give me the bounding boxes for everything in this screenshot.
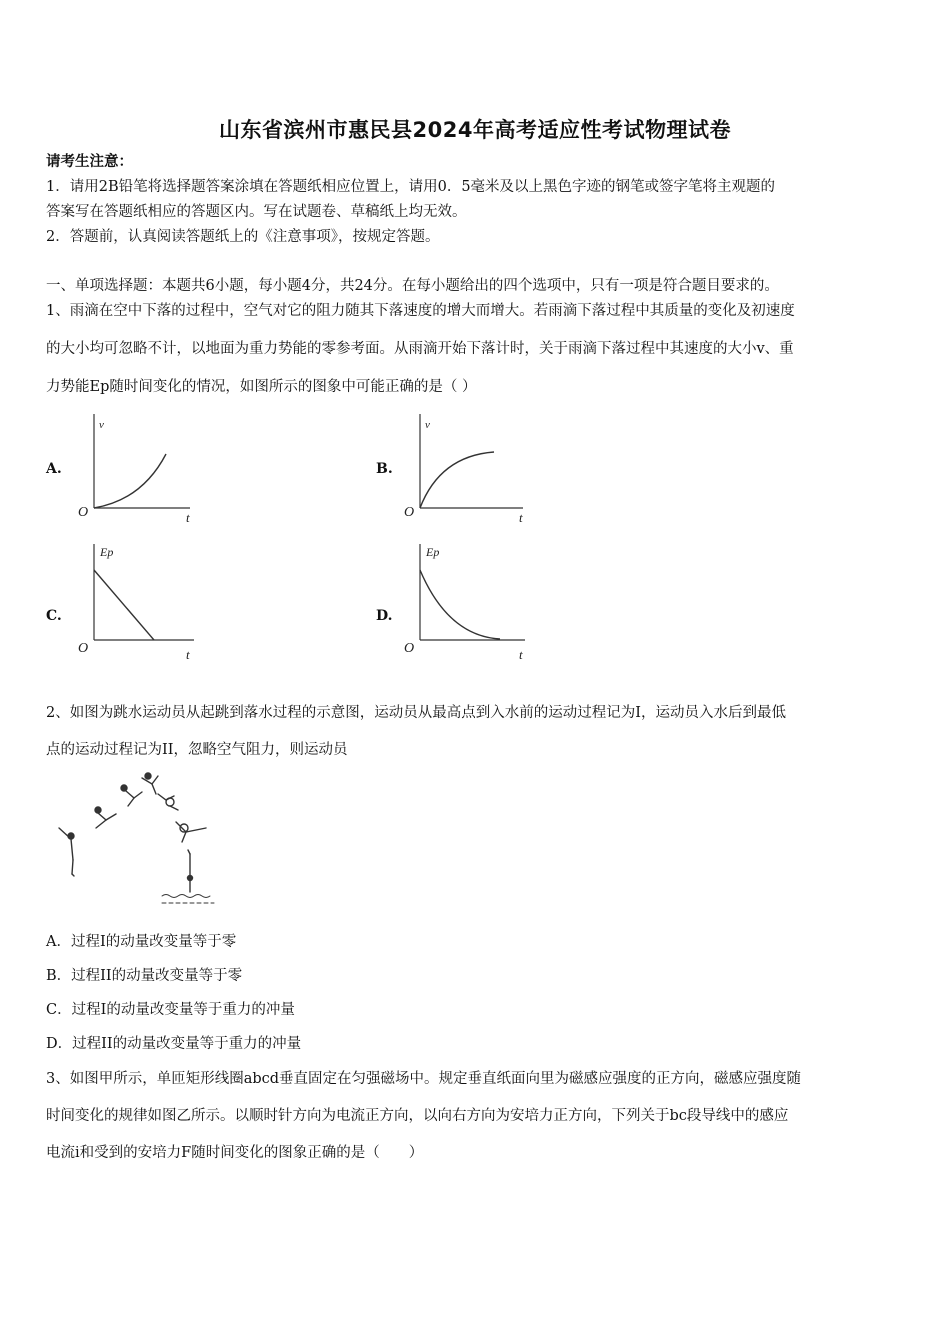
origin-label: O <box>78 505 89 520</box>
diver-illustration <box>46 770 221 915</box>
q1-line-2: 的大小均可忽略不计，以地面为重力势能的零参考面。从雨滴开始下落计时，关于雨滴下落过程中其速度的大小v、重 <box>46 341 794 357</box>
q2-option-c: C．过程I的动量改变量等于重力的冲量 <box>46 1002 295 1018</box>
q2-option-a: A．过程I的动量改变量等于零 <box>46 934 237 950</box>
notice-line-1: 1．请用2B铅笔将选择题答案涂填在答题纸相应位置上，请用0．5毫米及以上黑色字迹的钢笔或签字笔将主观题的 <box>46 179 776 195</box>
notice-line-2: 答案写在答题纸相应的答题区内。写在试题卷、草稿纸上均无效。 <box>46 204 467 220</box>
q1-option-a-graph <box>72 408 202 528</box>
q1-option-b-graph <box>398 408 533 528</box>
v-curve-concave-down <box>420 452 494 508</box>
x-axis-label: t <box>186 510 190 525</box>
diver-figure-takeoff <box>59 828 74 876</box>
notice-heading: 请考生注意： <box>46 153 133 170</box>
q1-option-d-graph <box>398 540 533 665</box>
x-axis-label: t <box>519 510 523 525</box>
y-axis-label: Ep <box>426 545 440 559</box>
q2-option-d: D．过程II的动量改变量等于重力的冲量 <box>46 1036 302 1052</box>
diver-figure-descent <box>176 822 206 842</box>
q2-option-b: B．过程II的动量改变量等于零 <box>46 968 243 984</box>
origin-label: O <box>404 641 415 656</box>
page-title: 山东省滨州市惠民县2024年高考适应性考试物理试卷 <box>219 118 731 142</box>
water-surface <box>162 895 210 898</box>
q1-line-1: 1、雨滴在空中下落的过程中，空气对它的阻力随其下落速度的增大而增大。若雨滴下落过程中其质量的变化及初速度 <box>46 303 795 319</box>
q1-option-a-label: A. <box>46 461 62 477</box>
q2-line-1: 2、如图为跳水运动员从起跳到落水过程的示意图，运动员从最高点到入水前的运动过程记为I，运动员入水后到最低 <box>46 705 786 721</box>
q1-option-d-label: D. <box>376 608 393 624</box>
diver-figure-pike <box>95 807 116 828</box>
ep-straight-line <box>94 570 154 640</box>
y-axis-label: Ep <box>100 545 114 559</box>
x-axis-label: t <box>186 647 190 662</box>
q3-line-2: 时间变化的规律如图乙所示。以顺时针方向为电流正方向，以向右方向为安培力正方向，下列关于bc段导线中的感应 <box>46 1108 789 1124</box>
diver-figure-somersault <box>158 794 178 810</box>
q1-option-c-label: C. <box>46 608 62 624</box>
section-heading: 一、单项选择题：本题共6小题，每小题4分，共24分。在每小题给出的四个选项中，只有一项是符合题目要求的。 <box>46 278 779 294</box>
q2-line-2: 点的运动过程记为II，忽略空气阻力，则运动员 <box>46 742 348 758</box>
q1-line-3: 力势能Ep随时间变化的情况，如图所示的图象中可能正确的是（ ） <box>46 379 477 395</box>
x-axis-label: t <box>519 647 523 662</box>
origin-label: O <box>404 505 415 520</box>
q3-line-3: 电流i和受到的安培力F随时间变化的图象正确的是（ ） <box>46 1145 424 1161</box>
q1-option-b-label: B. <box>376 461 393 477</box>
diver-figure-top <box>142 773 158 794</box>
y-axis-label: v <box>99 419 104 431</box>
ep-curve <box>420 570 500 639</box>
origin-label: O <box>78 641 89 656</box>
diver-figure-rise <box>121 785 142 806</box>
y-axis-label: v <box>425 419 430 431</box>
v-curve-concave-up <box>94 454 166 508</box>
q1-option-c-graph <box>72 540 202 665</box>
diver-figure-entry <box>188 850 193 892</box>
q3-line-1: 3、如图甲所示，单匝矩形线圈abcd垂直固定在匀强磁场中。规定垂直纸面向里为磁感应强度的正方向，磁感应强度随 <box>46 1071 802 1087</box>
notice-line-3: 2．答题前，认真阅读答题纸上的《注意事项》，按规定答题。 <box>46 229 440 245</box>
